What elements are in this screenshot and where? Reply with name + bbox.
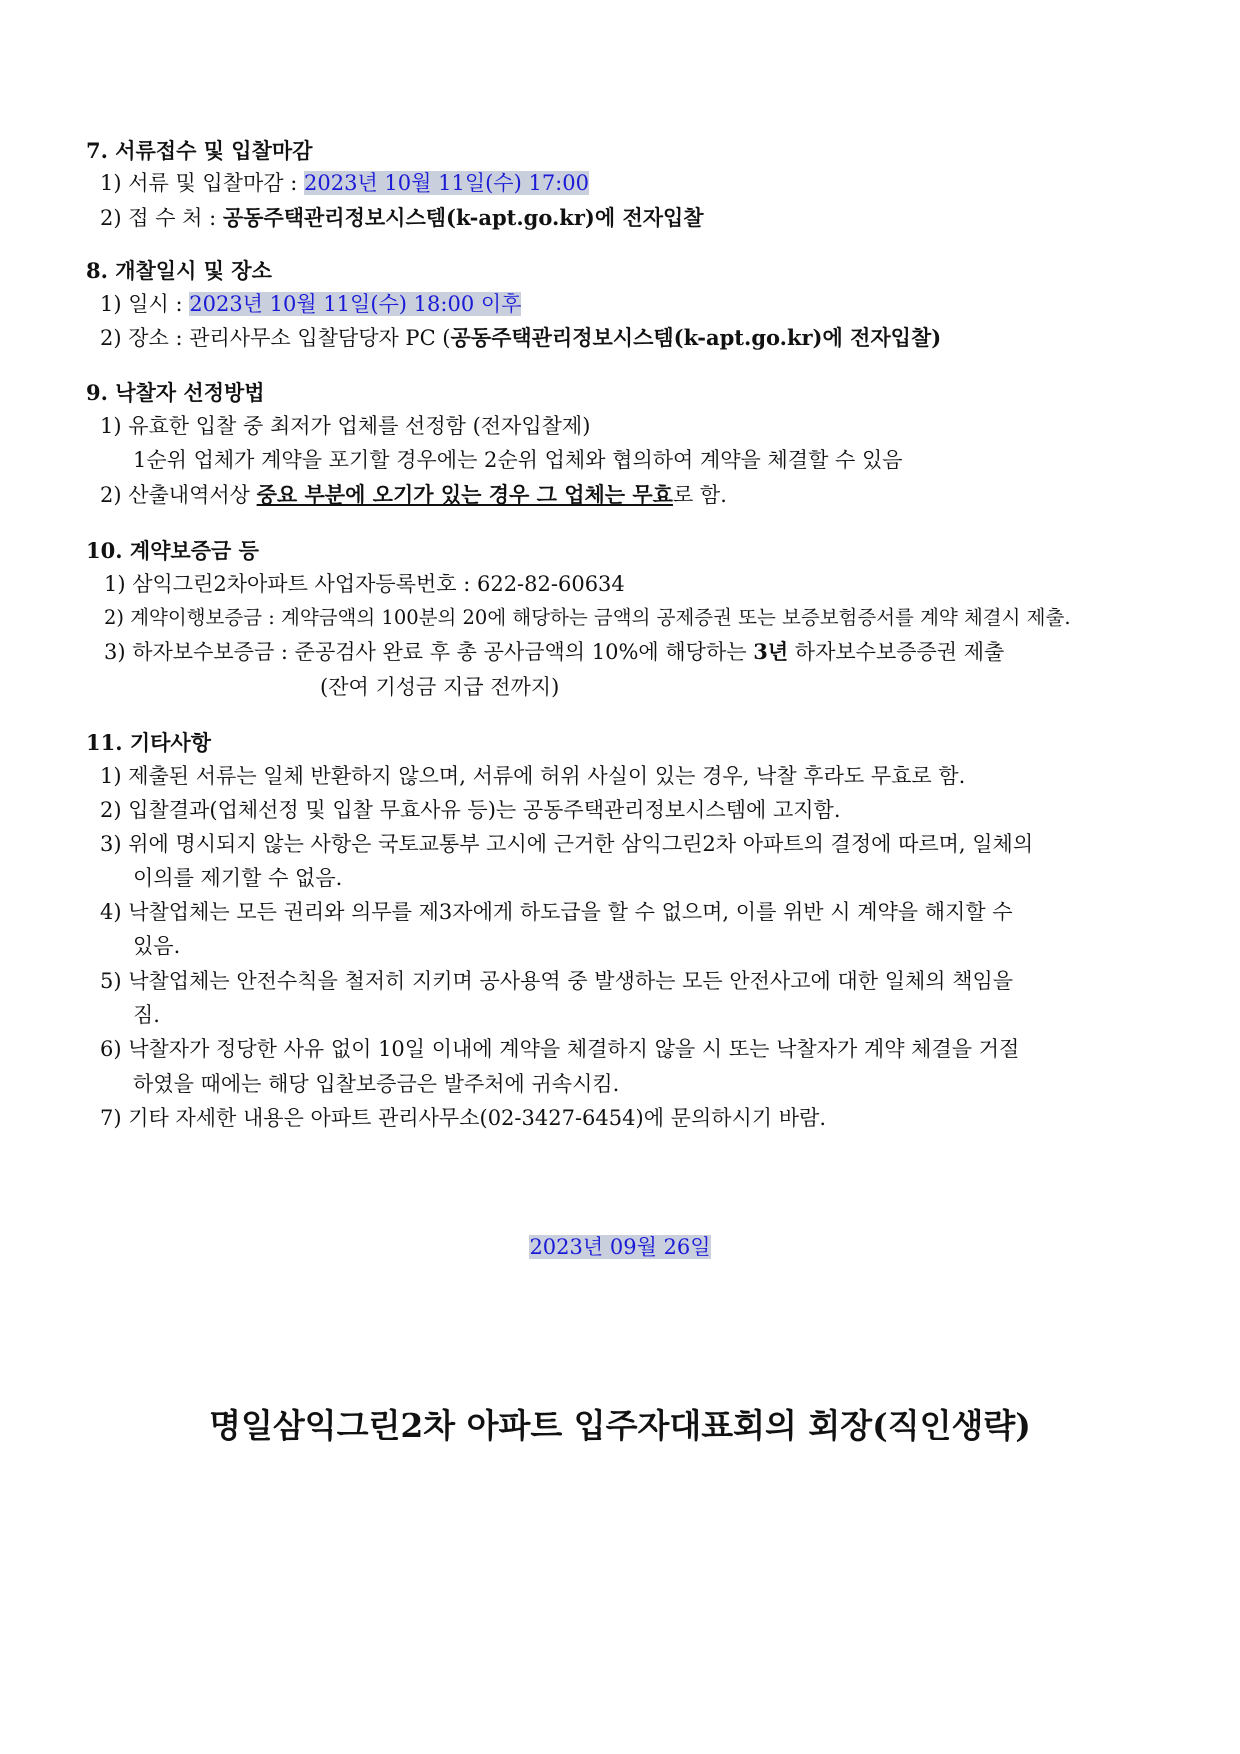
section-7-heading: 7. 서류접수 및 입찰마감 (86, 138, 313, 163)
notice-date: 2023년 09월 26일 (529, 1235, 711, 1259)
deadline-datetime: 2023년 10월 11일(수) 17:00 (304, 171, 589, 195)
section-11-item-7: 7) 기타 자세한 내용은 아파트 관리사무소(02-3427-6454)에 문의하시기 바람. (100, 1106, 827, 1130)
section-7-item-2-label: 2) 접 수 처 : (100, 206, 223, 230)
section-8-item-1 (100, 289, 521, 319)
section-8-item-2-label: 2) 장소 : 관리사무소 입찰담당자 PC ( (100, 326, 451, 350)
section-11-item-5-cont: 짐. (133, 1003, 160, 1027)
section-8-item-1-label: 1) 일시 : (100, 292, 190, 316)
section-9-item-1-cont: 1순위 업체가 계약을 포기할 경우에는 2순위 업체와 협의하여 계약을 체결할 수 있음 (133, 448, 903, 472)
section-11-item-2: 2) 입찰결과(업체선정 및 입찰 무효사유 등)는 공동주택관리정보시스템에 고지함. (100, 798, 841, 822)
opening-datetime: 2023년 10월 11일(수) 18:00 이후 (189, 292, 522, 316)
section-8-heading: 8. 개찰일시 및 장소 (86, 258, 272, 283)
section-10-item-1: 1) 삼익그린2차아파트 사업자등록번호 : 622-82-60634 (104, 572, 625, 596)
section-10-item-3-cont: (잔여 기성금 지급 전까지) (320, 675, 560, 699)
signature-line: 명일삼익그린2차 아파트 입주자대표회의 회장(직인생략) (209, 1406, 1031, 1445)
section-11-item-1: 1) 제출된 서류는 일체 반환하지 않으며, 서류에 허위 사실이 있는 경우, 낙찰 후라도 무효로 함. (100, 764, 966, 788)
section-11-item-4-cont: 있음. (133, 934, 181, 958)
section-9-item-2-post: 로 함. (672, 483, 727, 507)
section-10-item-2: 2) 계약이행보증금 : 계약금액의 100분의 20에 해당하는 금액의 공제증권 또는 보증보험증서를 계약 체결시 제출. (104, 606, 1071, 629)
section-11-heading: 11. 기타사항 (86, 730, 211, 755)
section-10-heading: 10. 계약보증금 등 (86, 538, 259, 563)
section-10-item-3 (104, 637, 1004, 667)
opening-place: 공동주택관리정보시스템(k-apt.go.kr)에 전자입찰) (450, 325, 942, 350)
section-11-item-4: 4) 낙찰업체는 모든 권리와 의무를 제3자에게 하도급을 할 수 없으며, 이를 위반 시 계약을 해지할 수 (100, 900, 1013, 924)
section-9-item-2 (100, 480, 727, 510)
notice-date-row (0, 1232, 1240, 1262)
section-9-heading: 9. 낙찰자 선정방법 (86, 380, 265, 405)
section-9-item-1: 1) 유효한 입찰 중 최저가 업체를 선정함 (전자입찰제) (100, 414, 591, 438)
section-7-item-1-label: 1) 서류 및 입찰마감 : (100, 171, 305, 195)
section-10-item-3-pre: 3) 하자보수보증금 : 준공검사 완료 후 총 공사금액의 10%에 해당하는 (104, 640, 754, 664)
section-11-item-3: 3) 위에 명시되지 않는 사항은 국토교통부 고시에 근거한 삼익그린2차 아파트의 결정에 따르며, 일체의 (100, 832, 1034, 856)
section-11-item-3-cont: 이의를 제기할 수 없음. (133, 866, 343, 890)
section-11-item-6: 6) 낙찰자가 정당한 사유 없이 10일 이내에 계약을 체결하지 않을 시 또는 낙찰자가 계약 체결을 거절 (100, 1037, 1020, 1061)
section-8-item-2 (100, 323, 941, 353)
section-10-item-3-post: 하자보수보증증권 제출 (788, 640, 1005, 664)
section-9-item-2-pre: 2) 산출내역서상 (100, 483, 257, 507)
invalid-condition-text: 중요 부분에 오기가 있는 경우 그 업체는 무효 (256, 482, 673, 507)
submission-place: 공동주택관리정보시스템(k-apt.go.kr)에 전자입찰 (222, 205, 704, 230)
section-11-item-6-cont: 하였을 때에는 해당 입찰보증금은 발주처에 귀속시킴. (133, 1072, 620, 1096)
section-7-item-2 (100, 203, 704, 233)
section-7-item-1 (100, 168, 589, 198)
warranty-years: 3년 (753, 639, 789, 664)
section-11-item-5: 5) 낙찰업체는 안전수칙을 철저히 지키며 공사용역 중 발생하는 모든 안전사고에 대한 일체의 책임을 (100, 969, 1014, 993)
